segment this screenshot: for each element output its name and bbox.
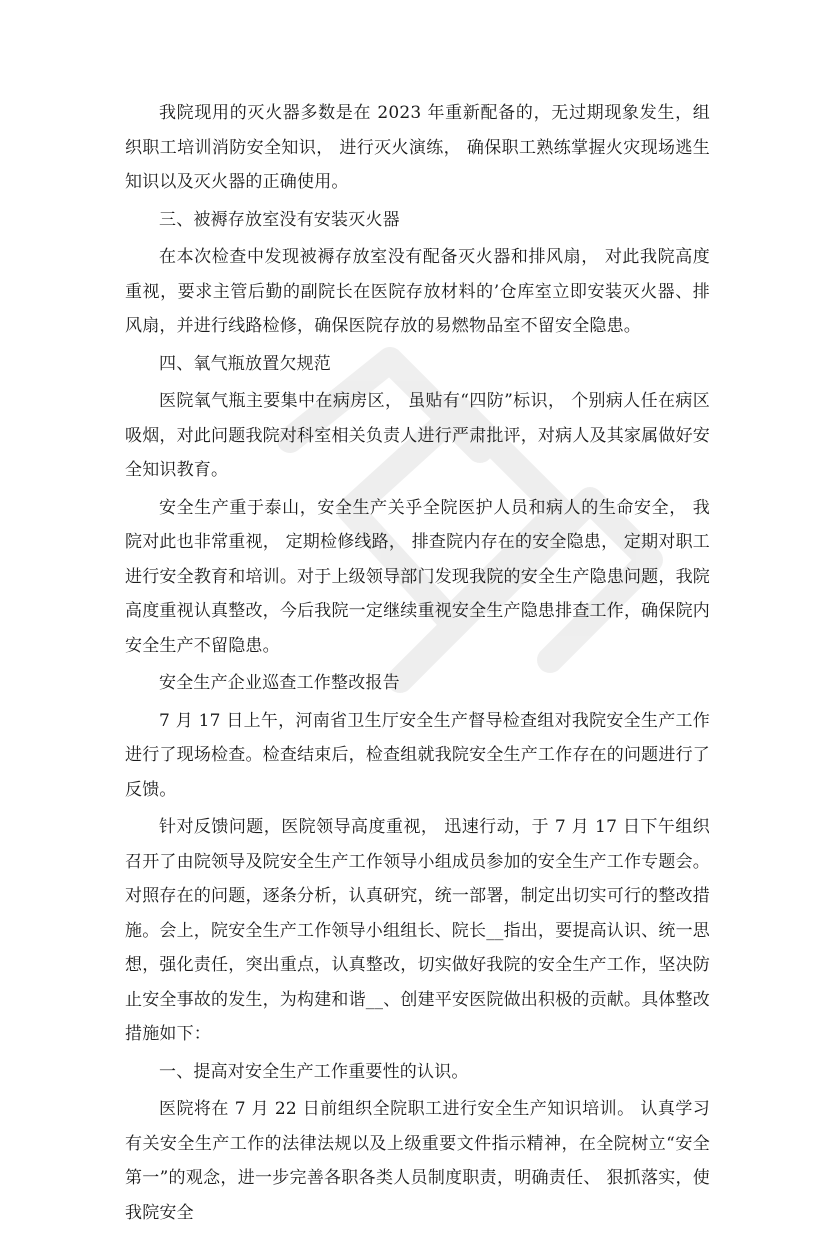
section-heading: 一、提高对安全生产工作重要性的认识。	[159, 1061, 469, 1082]
section-heading: 安全生产企业巡查工作整改报告	[159, 673, 400, 693]
body-paragraph: 医院将在 7 月 22 日前组织全院职工进行安全生产知识培训。 认真学习有关安全生产工作的法律法规以及上级重要文件指示精神，在全院树立“安全第一”的观念，进一步完善各职各类人员制度职责，明确责任、 狠抓落实，使我院安全	[125, 1099, 710, 1223]
section-heading: 三、被褥存放室没有安装灭火器	[159, 209, 400, 230]
body-paragraph: 针对反馈问题，医院领导高度重视， 迅速行动，于 7 月 17 日下午组织召开了由院领导及院安全生产工作领导小组成员参加的安全生产工作专题会。对照存在的问题，逐条分析，认真研究，统一部署，制定出切实可行的整改措施。会上，院安全生产工作领导小组组长、院长__指出，要提高认识、统一思想，强化责任，突出重点，认真整改，切实做好我院的安全生产工作，坚决防止安全事故的发生，为构建和谐__、创建平安医院做出积极的贡献。具体整改措施如下：	[125, 817, 710, 1044]
body-paragraph: 我院现用的灭火器多数是在 2023 年重新配备的，无过期现象发生，组织职工培训消防安全知识， 进行灭火演练， 确保职工熟练掌握火灾现场逃生知识以及灭火器的正确使用。	[125, 103, 710, 192]
body-paragraph: 医院氧气瓶主要集中在病房区， 虽贴有“四防”标识， 个别病人任在病区吸烟，对此问题我院对科室相关负责人进行严肃批评，对病人及其家属做好安全知识教育。	[125, 391, 710, 480]
body-paragraph: 安全生产重于泰山，安全生产关乎全院医护人员和病人的生命安全， 我院对此也非常重视， 定期检修线路， 排查院内存在的安全隐患， 定期对职工进行安全教育和培训。对于上级领导部门发现我院的安全生产隐患问题，我院高度重视认真整改，今后我院一定继续重视安全生产隐患排查工作，确保院内安全生产不留隐患。	[125, 497, 710, 656]
body-paragraph: 7 月 17 日上午，河南省卫生厅安全生产督导检查组对我院安全生产工作进行了现场检查。检查结束后，检查组就我院安全生产工作存在的问题进行了反馈。	[125, 710, 710, 800]
document-body	[125, 96, 710, 1233]
body-paragraph: 在本次检查中发现被褥存放室没有配备灭火器和排风扇， 对此我院高度重视，要求主管后勤的副院长在医院存放材料的’仓库室立即安装灭火器、排风扇，并进行线路检修，确保医院存放的易燃物品室不留安全隐患。	[125, 247, 710, 336]
section-heading: 四、氧气瓶放置欠规范	[159, 353, 331, 374]
